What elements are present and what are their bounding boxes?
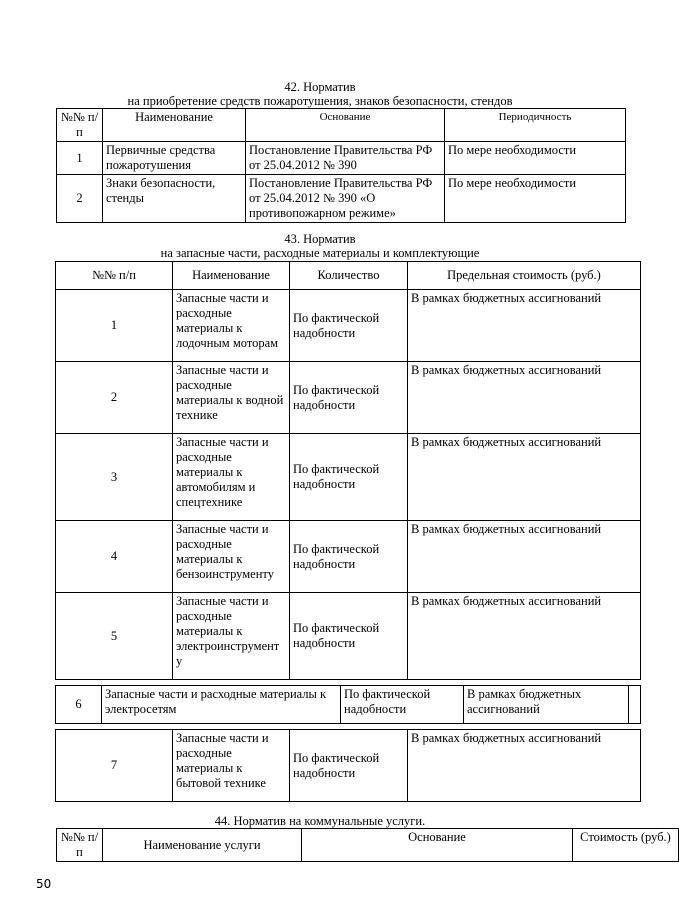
cell-cost: В рамках бюджетных ассигнований <box>408 593 641 680</box>
table-44 <box>56 828 679 862</box>
table-row <box>56 730 641 802</box>
table-43-row-6 <box>55 685 641 724</box>
cell-name: Запасные части и расходные материалы к водной технике <box>173 362 290 434</box>
cell-cost: В рамках бюджетных ассигнований <box>408 730 641 802</box>
header-num: №№ п/п <box>56 262 173 290</box>
cell-cost: В рамках бюджетных ассигнований <box>408 290 641 362</box>
header-cost: Стоимость (руб.) <box>573 829 679 862</box>
cell-num: 3 <box>56 434 173 521</box>
header-name: Наименование <box>103 109 246 142</box>
cell-name: Запасные части и расходные материалы к бензоинструменту <box>173 521 290 593</box>
cell-empty <box>629 686 641 724</box>
header-basis: Основание <box>302 829 573 862</box>
table-header-row <box>57 109 626 142</box>
cell-num: 1 <box>56 290 173 362</box>
header-num: №№ п/п <box>57 109 103 142</box>
cell-qty: По фактической надобности <box>341 686 464 724</box>
table-row <box>57 175 626 223</box>
cell-num: 6 <box>56 686 102 724</box>
table-header-row <box>57 829 679 862</box>
section-44-title: 44. Норматив на коммунальные услуги. <box>214 814 426 828</box>
cell-name: Знаки безопасности, стенды <box>103 175 246 223</box>
cell-num: 7 <box>56 730 173 802</box>
header-num: №№ п/п <box>57 829 103 862</box>
cell-qty: По фактической надобности <box>290 521 408 593</box>
header-name: Наименование услуги <box>103 829 302 862</box>
section-42-subtitle: на приобретение средств пожаротушения, знаков безопасности, стендов <box>127 94 513 108</box>
table-43-row-7 <box>55 729 641 802</box>
header-name: Наименование <box>173 262 290 290</box>
cell-period: По мере необходимости <box>445 175 626 223</box>
cell-name: Запасные части и расходные материалы к бытовой технике <box>173 730 290 802</box>
page-number: 50 <box>36 877 52 891</box>
cell-qty: По фактической надобности <box>290 290 408 362</box>
cell-basis: Постановление Правительства РФ от 25.04.2012 № 390 <box>246 142 445 175</box>
header-cost: Предельная стоимость (руб.) <box>408 262 641 290</box>
table-row <box>56 593 641 680</box>
cell-name: Запасные части и расходные материалы к электроинструмент у <box>173 593 290 680</box>
section-43-subtitle: на запасные части, расходные материалы и комплектующие <box>160 246 480 260</box>
header-qty: Количество <box>290 262 408 290</box>
cell-cost: В рамках бюджетных ассигнований <box>464 686 629 724</box>
cell-name: Запасные части и расходные материалы к электросетям <box>102 686 341 724</box>
cell-period: По мере необходимости <box>445 142 626 175</box>
header-period: Периодичность <box>445 109 626 142</box>
cell-num: 5 <box>56 593 173 680</box>
table-42 <box>56 108 626 223</box>
cell-cost: В рамках бюджетных ассигнований <box>408 521 641 593</box>
cell-num: 4 <box>56 521 173 593</box>
cell-name: Запасные части и расходные материалы к автомобилям и спецтехнике <box>173 434 290 521</box>
section-42-title: 42. Норматив <box>284 80 356 94</box>
cell-qty: По фактической надобности <box>290 434 408 521</box>
cell-num: 2 <box>56 362 173 434</box>
header-basis: Основание <box>246 109 445 142</box>
cell-cost: В рамках бюджетных ассигнований <box>408 362 641 434</box>
cell-name: Запасные части и расходные материалы к лодочным моторам <box>173 290 290 362</box>
table-row <box>56 686 641 724</box>
section-43-title: 43. Норматив <box>284 232 356 246</box>
table-43 <box>55 261 641 680</box>
table-row <box>57 142 626 175</box>
cell-basis: Постановление Правительства РФ от 25.04.2012 № 390 «О противопожарном режиме» <box>246 175 445 223</box>
table-header-row <box>56 262 641 290</box>
cell-num: 2 <box>57 175 103 223</box>
table-row <box>56 521 641 593</box>
cell-qty: По фактической надобности <box>290 362 408 434</box>
cell-qty: По фактической надобности <box>290 593 408 680</box>
cell-name: Первичные средства пожаротушения <box>103 142 246 175</box>
table-row <box>56 362 641 434</box>
table-row <box>56 290 641 362</box>
table-row <box>56 434 641 521</box>
cell-cost: В рамках бюджетных ассигнований <box>408 434 641 521</box>
cell-num: 1 <box>57 142 103 175</box>
cell-qty: По фактической надобности <box>290 730 408 802</box>
